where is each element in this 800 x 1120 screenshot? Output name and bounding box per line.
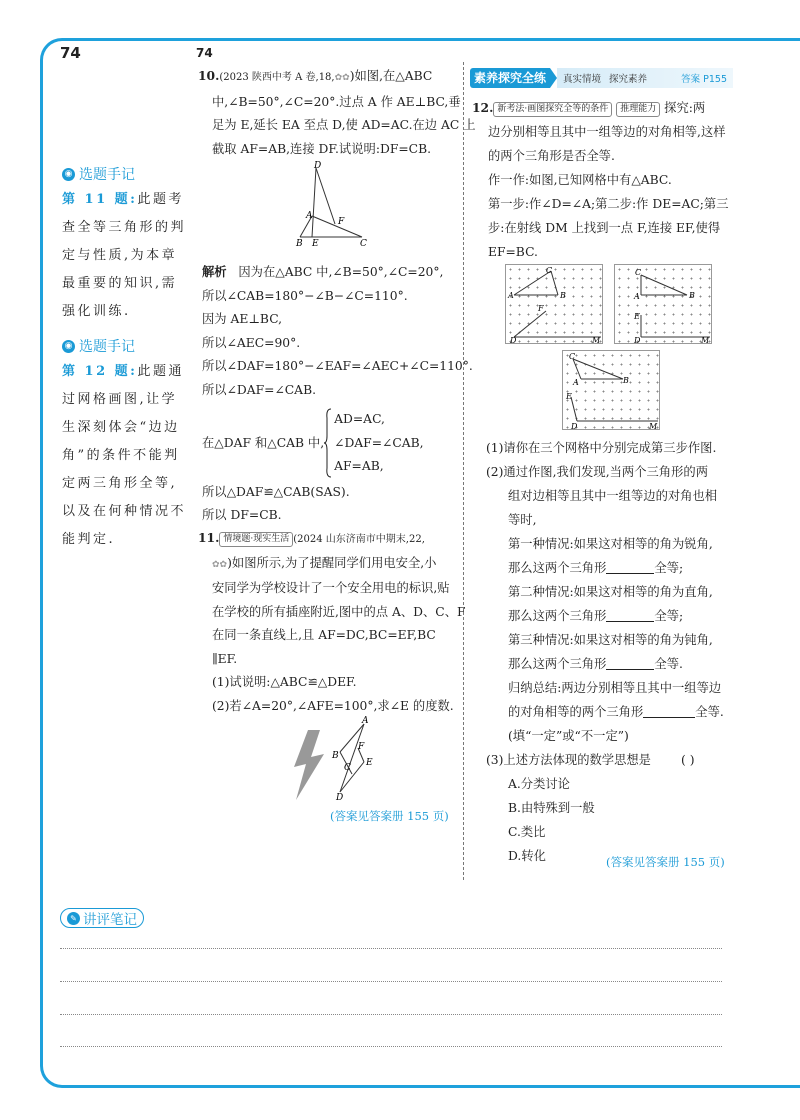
note-body: 第 11 题:此题考查全等三角形的判定与性质,为本章最重要的知识,需强化训练.	[62, 192, 187, 319]
star-icon: ✿✿	[212, 559, 228, 570]
svg-text:A: A	[573, 378, 579, 387]
brace-icon	[324, 408, 332, 478]
answer-ref-12: (答案见答案册 155 页)	[606, 855, 725, 869]
svg-text:M: M	[701, 336, 710, 345]
figure-q10	[290, 158, 380, 248]
label-D: D	[314, 161, 322, 171]
svg-text:C: C	[635, 268, 642, 277]
solution-10: 解析 因为在△ABC 中,∠B=50°,∠C=20°, 所以∠CAB=180°−∠B−∠C=110°. 因为 AE⊥BC, 所以∠AEC=90°. 所以∠DAF=180°−∠EAF=∠AEC+∠C=110°. 所以∠DAF=∠CAB. 在△DAF 和△CAB 中, AD=AC, ∠DAF=∠CAB, AF=AB, 所以△DAF≌△CAB(SAS). 所以 DF=CB.	[202, 264, 473, 522]
page-number: 74	[60, 44, 81, 62]
svg-text:B: B	[560, 291, 566, 300]
note-line[interactable]	[60, 1014, 722, 1015]
svg-text:M: M	[592, 336, 601, 345]
lecture-notes-title: ✎ 讲评笔记	[60, 908, 144, 928]
label-A: A	[306, 211, 313, 221]
answer-blank[interactable]	[606, 608, 654, 622]
lightning-icon	[294, 730, 324, 800]
note-line[interactable]	[60, 1046, 722, 1047]
banner-arrow-icon	[550, 68, 557, 88]
note-title: ◉ 选题手记	[62, 164, 188, 184]
note-11	[62, 164, 188, 326]
note-title: ◉ 选题手记	[62, 336, 188, 356]
option-a[interactable]: A.分类讨论	[508, 777, 570, 791]
note-12	[62, 336, 188, 554]
answer-blank[interactable]	[643, 704, 695, 718]
svg-text:B: B	[623, 376, 629, 385]
label-C: C	[360, 239, 367, 248]
answer-blank[interactable]	[606, 656, 654, 670]
label-E: E	[312, 239, 319, 248]
brace-system: 在△DAF 和△CAB 中, AD=AC, ∠DAF=∠CAB, AF=AB,	[202, 408, 462, 479]
notes-icon: ✎	[67, 912, 80, 925]
label-F: F	[358, 742, 365, 752]
svg-text:D: D	[634, 336, 641, 345]
svg-text:A: A	[508, 291, 514, 300]
svg-text:A: A	[634, 292, 640, 301]
svg-text:B: B	[689, 291, 695, 300]
svg-text:F: F	[538, 304, 544, 313]
answer-ref-11: (答案见答案册 155 页)	[330, 809, 449, 823]
question-10: 10.(2023 陕西中考 A 卷,18,✿✿)如图,在△ABC 中,∠B=50°,∠C=20°.过点 A 作 AE⊥BC,垂 足为 E,延长 EA 至点 D,使 AD=AC.在边 AC 上 截取 AF=AB,连接 DF.试说明:DF=CB.	[198, 68, 476, 156]
note-line[interactable]	[60, 981, 722, 982]
note-line[interactable]	[60, 948, 722, 949]
column-divider	[463, 62, 464, 880]
grid-3	[562, 350, 660, 430]
label-D: D	[336, 793, 344, 803]
svg-text:C: C	[546, 266, 553, 275]
note-body: 第 12 题:此题通过网格画图,让学生深刻体会“边边角”的条件不能判定两三角形全等,以及在何种情况不能判定.	[62, 364, 187, 547]
label-E: E	[366, 758, 373, 768]
page-number-top: 74	[196, 46, 213, 60]
star-icon: ✿✿	[334, 73, 350, 83]
answer-blank[interactable]	[606, 560, 654, 574]
choice-bracket[interactable]: ( )	[680, 753, 695, 767]
svg-text:D: D	[510, 336, 517, 345]
label-B: B	[296, 239, 303, 248]
question-11: 11. 情境题·现实生活 (2024 山东济南市中期末,22, ✿✿)如图所示,为了提醒同学们用电安全,小 安同学为学校设计了一个安全用电的标识,贴 在学校的所有插座附近,图中的点 A、D、C、F 在同一条直线上,且 AF=DC,BC=EF,BC ∥EF. (1)试说明:△ABC≌△DEF. (2)若∠A=20°,∠AFE=100°,求∠E 的度数.	[198, 530, 466, 713]
note-icon: ◉	[62, 340, 75, 353]
option-c[interactable]: C.类比	[508, 825, 546, 839]
label-B: B	[332, 751, 339, 761]
grid-2	[614, 264, 712, 344]
svg-text:M: M	[649, 422, 658, 431]
grid-1	[505, 264, 603, 344]
note-icon: ◉	[62, 168, 75, 181]
label-A: A	[362, 716, 369, 726]
section-banner: 素养探究全练 真实情境 探究素养 答案 P155	[470, 68, 733, 88]
label-F: F	[338, 217, 345, 227]
svg-text:C: C	[569, 352, 576, 361]
question-12: 12. 新考法·画图探究全等的条件 推理能力 探究:两 边分别相等且其中一组等边的对角相等,这样 的两个三角形是否全等. 作一作:如图,已知网格中有△ABC. 第一步:作∠D=∠A;第二步:作 DE=AC;第三 步:在射线 DM 上找到一点 F,连接 EF,使得 EF=BC.	[472, 100, 729, 259]
label-C: C	[344, 763, 351, 773]
option-d[interactable]: D.转化	[508, 849, 546, 863]
option-b[interactable]: B.由特殊到一般	[508, 801, 595, 815]
svg-text:D: D	[571, 422, 578, 431]
svg-text:E: E	[566, 392, 572, 401]
figure-q11	[286, 712, 386, 804]
question-12-parts: (1)请你在三个网格中分别完成第三步作图. (2)通过作图,我们发现,当两个三角形的两 组对边相等且其中一组等边的对角也相 等时, 第一种情况:如果这对相等的角为锐角, 那么这两个三角形 全等; 第二种情况:如果这对相等的角为直角, 那么这两个三角形 全等; 第三种情况:如果这对相等的角为钝角, 那么这两个三角形 全等. 归纳总结:两边分别相等且其中一组等边 的对角相等的两个三角形 全等. (填“一定”或“不一定”) (3)上述方法体现的数学思想是 ( ) A.分类讨论 B.由特殊到一般 C.类比 D.转化	[486, 436, 736, 868]
svg-text:E: E	[634, 312, 640, 321]
